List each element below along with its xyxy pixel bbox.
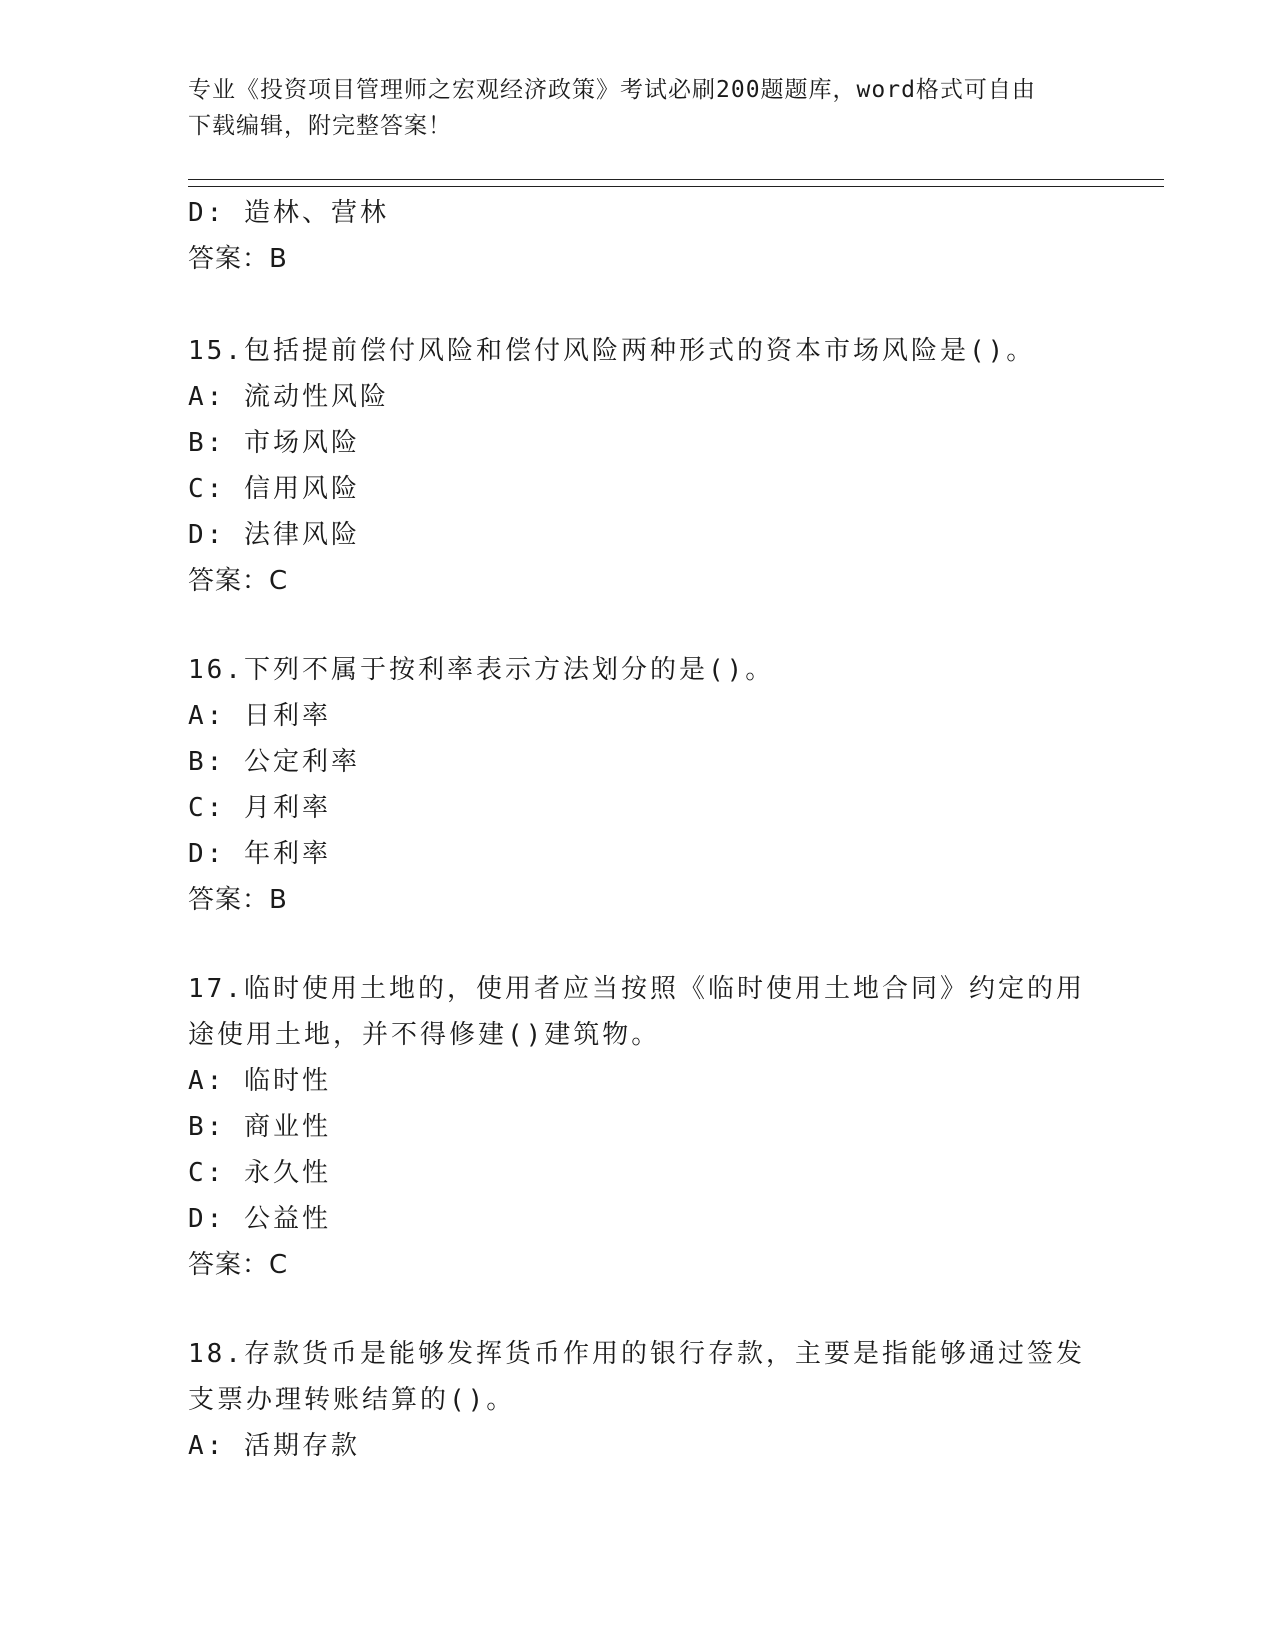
option-d: D: 造林、营林 bbox=[188, 198, 389, 228]
question-15 bbox=[188, 328, 1088, 604]
option-a: A: 流动性风险 bbox=[188, 382, 389, 412]
spacer bbox=[188, 604, 1088, 647]
option-c: C: 永久性 bbox=[188, 1158, 331, 1188]
option-d: D: 法律风险 bbox=[188, 520, 360, 550]
question-stem-line-2: 支票办理转账结算的()。 bbox=[188, 1385, 516, 1415]
answer: 答案：C bbox=[188, 1250, 289, 1280]
option-d: D: 年利率 bbox=[188, 839, 331, 869]
answer: 答案：B bbox=[188, 885, 288, 915]
option-c: C: 月利率 bbox=[188, 793, 331, 823]
option-b: B: 市场风险 bbox=[188, 428, 360, 458]
option-b: B: 商业性 bbox=[188, 1112, 331, 1142]
question-18 bbox=[188, 1331, 1088, 1469]
option-b: B: 公定利率 bbox=[188, 747, 360, 777]
answer: 答案：C bbox=[188, 566, 289, 596]
question-17 bbox=[188, 966, 1088, 1288]
option-d: D: 公益性 bbox=[188, 1204, 331, 1234]
question-stem-line-2: 途使用土地，并不得修建()建筑物。 bbox=[188, 1020, 661, 1050]
question-16 bbox=[188, 647, 1088, 923]
spacer bbox=[188, 1288, 1088, 1331]
question-stem: 16.下列不属于按利率表示方法划分的是()。 bbox=[188, 655, 775, 685]
option-c: C: 信用风险 bbox=[188, 474, 360, 504]
option-a: A: 活期存款 bbox=[188, 1431, 360, 1461]
question-stem: 15.包括提前偿付风险和偿付风险两种形式的资本市场风险是()。 bbox=[188, 336, 1036, 366]
question-list bbox=[188, 190, 1088, 1469]
question-stem-line-1: 17.临时使用土地的，使用者应当按照《临时使用土地合同》约定的用 bbox=[188, 974, 1085, 1004]
option-a: A: 临时性 bbox=[188, 1066, 331, 1096]
header-line-2: 下载编辑，附完整答案！ bbox=[188, 113, 452, 139]
option-a: A: 日利率 bbox=[188, 701, 331, 731]
question-stem-line-1: 18.存款货币是能够发挥货币作用的银行存款，主要是指能够通过签发 bbox=[188, 1339, 1085, 1369]
answer: 答案：B bbox=[188, 244, 288, 274]
header-divider bbox=[188, 179, 1164, 187]
header-line-1: 专业《投资项目管理师之宏观经济政策》考试必刷200题题库，word格式可自由 bbox=[188, 77, 1036, 103]
document-header bbox=[188, 72, 1088, 144]
spacer bbox=[188, 282, 1088, 328]
spacer bbox=[188, 923, 1088, 966]
